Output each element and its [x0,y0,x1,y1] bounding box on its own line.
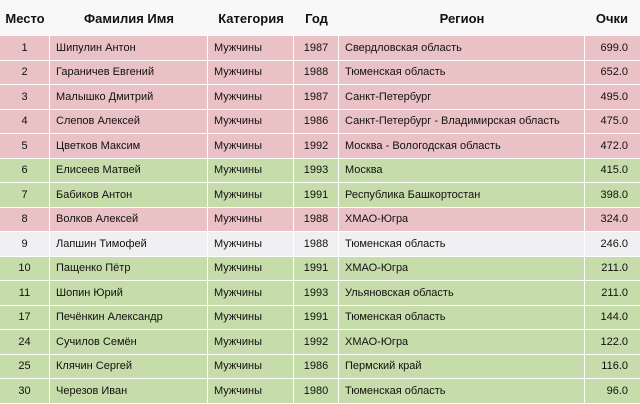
cell-points: 96.0 [585,379,640,404]
cell-category: Мужчины [208,134,294,159]
cell-year: 1987 [294,36,339,61]
cell-category: Мужчины [208,61,294,86]
cell-category: Мужчины [208,355,294,380]
cell-category: Мужчины [208,110,294,135]
table-row [0,208,640,233]
cell-place: 1 [0,36,50,61]
cell-name: Бабиков Антон [50,183,208,208]
cell-category: Мужчины [208,257,294,282]
header-name: Фамилия Имя [50,0,208,36]
header-category: Категория [208,0,294,36]
cell-place: 30 [0,379,50,404]
cell-points: 398.0 [585,183,640,208]
table-row [0,379,640,404]
cell-category: Мужчины [208,281,294,306]
table-row [0,232,640,257]
table-row [0,183,640,208]
cell-place: 2 [0,61,50,86]
cell-region: Тюменская область [339,379,585,404]
cell-year: 1993 [294,281,339,306]
cell-category: Мужчины [208,232,294,257]
cell-place: 24 [0,330,50,355]
cell-region: ХМАО-Югра [339,208,585,233]
cell-place: 25 [0,355,50,380]
cell-place: 7 [0,183,50,208]
cell-place: 5 [0,134,50,159]
cell-year: 1988 [294,208,339,233]
cell-name: Клячин Сергей [50,355,208,380]
cell-name: Печёнкин Александр [50,306,208,331]
cell-category: Мужчины [208,379,294,404]
table-row [0,134,640,159]
cell-points: 211.0 [585,257,640,282]
cell-year: 1986 [294,110,339,135]
cell-region: Санкт-Петербург - Владимирская область [339,110,585,135]
cell-year: 1980 [294,379,339,404]
cell-region: Москва [339,159,585,184]
cell-points: 495.0 [585,85,640,110]
cell-year: 1992 [294,330,339,355]
cell-points: 246.0 [585,232,640,257]
header-place: Место [0,0,50,36]
cell-name: Цветков Максим [50,134,208,159]
cell-place: 3 [0,85,50,110]
cell-place: 10 [0,257,50,282]
cell-region: Тюменская область [339,232,585,257]
table-row [0,61,640,86]
cell-place: 11 [0,281,50,306]
cell-category: Мужчины [208,159,294,184]
cell-place: 4 [0,110,50,135]
table-row [0,281,640,306]
cell-points: 116.0 [585,355,640,380]
cell-region: Ульяновская область [339,281,585,306]
table-row [0,330,640,355]
cell-place: 6 [0,159,50,184]
cell-points: 699.0 [585,36,640,61]
cell-points: 122.0 [585,330,640,355]
cell-points: 475.0 [585,110,640,135]
cell-points: 415.0 [585,159,640,184]
cell-place: 9 [0,232,50,257]
cell-points: 144.0 [585,306,640,331]
cell-year: 1987 [294,85,339,110]
table-body [0,36,640,404]
cell-category: Мужчины [208,208,294,233]
cell-category: Мужчины [208,183,294,208]
cell-name: Шопин Юрий [50,281,208,306]
cell-region: ХМАО-Югра [339,330,585,355]
table-row [0,36,640,61]
cell-points: 472.0 [585,134,640,159]
cell-region: Республика Башкортостан [339,183,585,208]
header-year: Год [294,0,339,36]
cell-category: Мужчины [208,36,294,61]
cell-year: 1988 [294,232,339,257]
header-region: Регион [339,0,585,36]
cell-year: 1988 [294,61,339,86]
cell-category: Мужчины [208,306,294,331]
cell-name: Гараничев Евгений [50,61,208,86]
cell-year: 1986 [294,355,339,380]
table-row [0,257,640,282]
cell-region: Москва - Вологодская область [339,134,585,159]
table-row [0,306,640,331]
cell-region: Свердловская область [339,36,585,61]
cell-name: Сучилов Семён [50,330,208,355]
cell-name: Черезов Иван [50,379,208,404]
cell-name: Волков Алексей [50,208,208,233]
cell-name: Малышко Дмитрий [50,85,208,110]
cell-region: Пермский край [339,355,585,380]
cell-region: Тюменская область [339,306,585,331]
table-row [0,159,640,184]
cell-points: 211.0 [585,281,640,306]
cell-points: 652.0 [585,61,640,86]
cell-name: Лапшин Тимофей [50,232,208,257]
cell-year: 1993 [294,159,339,184]
header-row [0,0,640,36]
cell-category: Мужчины [208,85,294,110]
cell-points: 324.0 [585,208,640,233]
cell-category: Мужчины [208,330,294,355]
cell-place: 8 [0,208,50,233]
cell-place: 17 [0,306,50,331]
table-row [0,85,640,110]
header-points: Очки [585,0,640,36]
cell-year: 1992 [294,134,339,159]
cell-year: 1991 [294,183,339,208]
cell-name: Елисеев Матвей [50,159,208,184]
cell-name: Пащенко Пётр [50,257,208,282]
cell-region: Санкт-Петербург [339,85,585,110]
table-row [0,110,640,135]
table-row [0,355,640,380]
cell-name: Слепов Алексей [50,110,208,135]
cell-region: ХМАО-Югра [339,257,585,282]
cell-region: Тюменская область [339,61,585,86]
cell-name: Шипулин Антон [50,36,208,61]
table-header [0,0,640,36]
cell-year: 1991 [294,257,339,282]
cell-year: 1991 [294,306,339,331]
